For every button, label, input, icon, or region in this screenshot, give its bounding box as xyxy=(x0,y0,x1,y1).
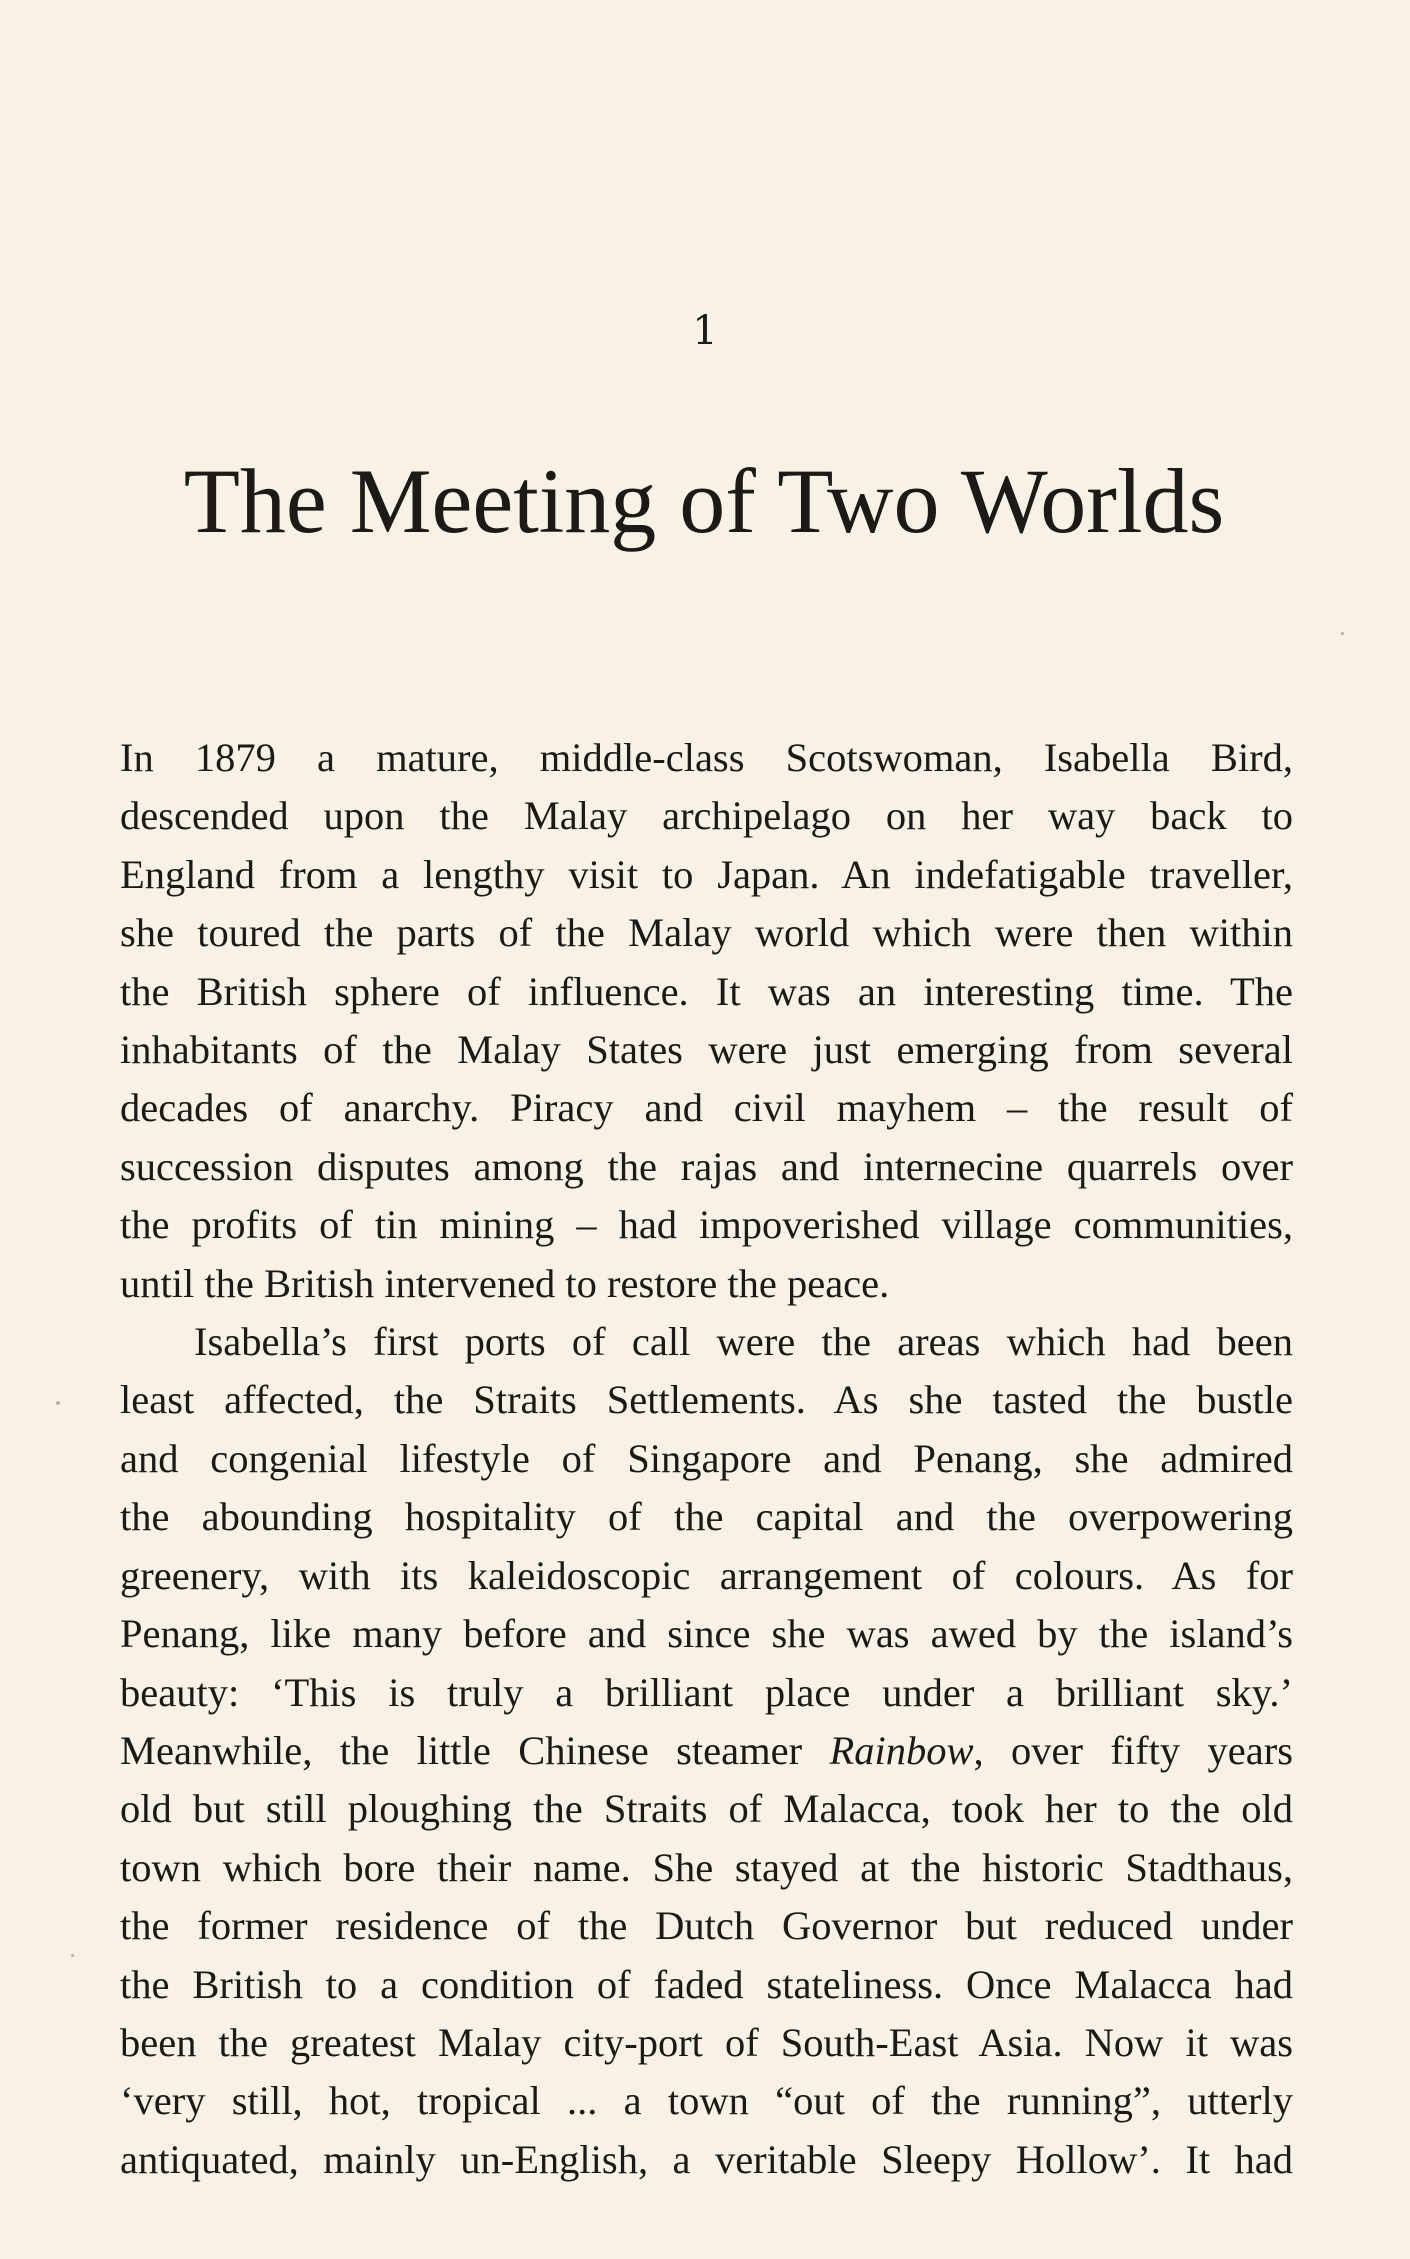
text-line: decades of anarchy. Piracy and civil mayhem – the result of xyxy=(120,1085,1293,1131)
paper-speck xyxy=(71,1954,74,1957)
text-line: the British to a condition of faded stateliness. Once Malacca had xyxy=(120,1961,1293,2007)
paragraph-1 xyxy=(120,729,1293,1313)
body-text xyxy=(120,729,1293,2189)
chapter-number: 1 xyxy=(692,308,718,354)
ship-name: Rainbow xyxy=(829,1727,974,1773)
text-line: least affected, the Straits Settlements. As she tasted the bustle xyxy=(120,1377,1293,1423)
paper-speck xyxy=(56,1401,60,1405)
text-line: town which bore their name. She stayed at the historic Stadthaus, xyxy=(120,1844,1293,1890)
text-line: Isabella’s first ports of call were the areas which had been xyxy=(194,1319,1293,1365)
text-line: been the greatest Malay city-port of South-East Asia. Now it was xyxy=(120,2019,1293,2065)
text-line: inhabitants of the Malay States were just emerging from several xyxy=(120,1027,1293,1073)
text-line: the former residence of the Dutch Governor but reduced under xyxy=(120,1903,1293,1949)
text-line: antiquated, mainly un-English, a veritable Sleepy Hollow’. It had xyxy=(120,2136,1293,2182)
text-line: ‘very still, hot, tropical ... a town “out of the running”, utterly xyxy=(120,2078,1293,2124)
text-line: the abounding hospitality of the capital and the overpowering xyxy=(120,1494,1293,1540)
text-line: and congenial lifestyle of Singapore and Penang, she admired xyxy=(120,1435,1293,1481)
paragraph-2 xyxy=(120,1313,1293,2189)
text-line: the profits of tin mining – had impoverished village communities, xyxy=(120,1202,1293,1248)
text-line: England from a lengthy visit to Japan. An indefatigable traveller, xyxy=(120,851,1293,897)
text-line: Penang, like many before and since she was awed by the island’s xyxy=(120,1611,1293,1657)
text-segment: , over fifty years xyxy=(973,1727,1294,1773)
text-line-with-italic xyxy=(120,1722,1293,1780)
text-line: until the British intervened to restore the peace. xyxy=(120,1260,890,1306)
text-line: the British sphere of influence. It was an interesting time. The xyxy=(120,968,1293,1014)
text-line: she toured the parts of the Malay world which were then within xyxy=(120,910,1293,956)
text-line: old but still ploughing the Straits of Malacca, took her to the old xyxy=(120,1786,1293,1832)
text-line: succession disputes among the rajas and internecine quarrels over xyxy=(120,1143,1293,1189)
paper-speck xyxy=(1341,632,1344,635)
text-line: beauty: ‘This is truly a brilliant place under a brilliant sky.’ xyxy=(120,1669,1293,1715)
chapter-title: The Meeting of Two Worlds xyxy=(183,450,1225,552)
text-line: greenery, with its kaleidoscopic arrangement of colours. As for xyxy=(120,1552,1293,1598)
text-line: In 1879 a mature, middle-class Scotswoman, Isabella Bird, xyxy=(120,735,1293,780)
text-segment: Meanwhile, the little Chinese steamer xyxy=(120,1727,803,1773)
text-line: descended upon the Malay archipelago on her way back to xyxy=(120,793,1293,839)
